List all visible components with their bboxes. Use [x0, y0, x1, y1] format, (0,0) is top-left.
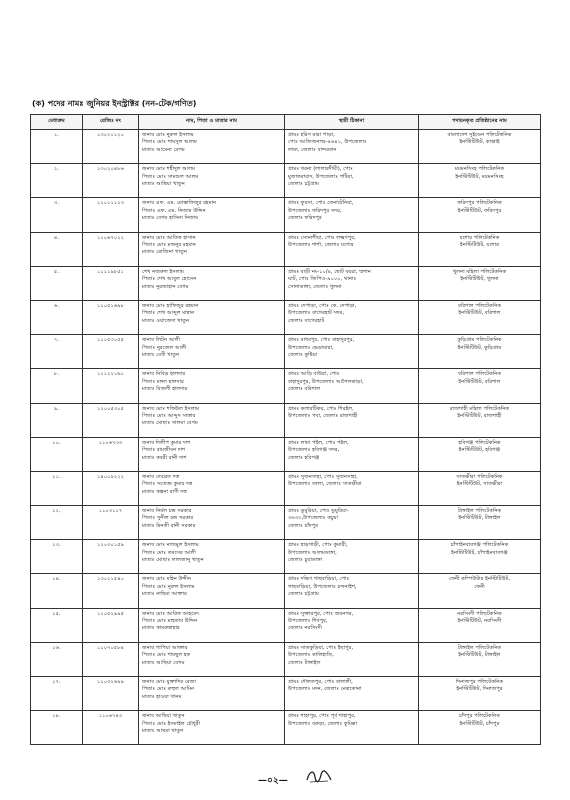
address-line: জেলাঃ নরসিংদী	[288, 625, 322, 632]
institute-line: হবিগঞ্জ পলিটেকনিক	[458, 439, 501, 446]
registration-line: ১১০৫৩০৫৫	[97, 337, 124, 344]
institute-line: যশোর পলিটেকনিক	[459, 234, 500, 241]
name-cell	[139, 130, 285, 164]
name-line: জনাব মোঃ মহিন উদ্দীন	[142, 576, 191, 583]
institute-cell	[419, 369, 541, 403]
address-line: জেলাঃ বরিশাল	[288, 386, 321, 393]
registration-cell	[83, 677, 139, 711]
institute-cell	[419, 164, 541, 198]
name-line: মাতাঃ নাছিমা আক্তার	[142, 591, 187, 598]
name-line: পিতাঃ মোঃ নুরুল ইসলাম	[142, 583, 195, 590]
merit-cell	[31, 198, 83, 232]
institute-cell	[419, 506, 541, 540]
name-line: জনাব আছিয়া খাতুন	[142, 713, 185, 720]
institute-line: ইনস্টিটিউট, রাজশাহী	[457, 412, 502, 419]
address-line: উপজেলাঃ শার্শা, জেলাঃ যশোর	[288, 241, 354, 248]
institute-line: টাঙ্গাইল পলিটেকনিক	[457, 508, 502, 515]
merit-line: ২.	[53, 166, 60, 173]
registration-cell	[83, 403, 139, 437]
address-line: উপজেলাঃ তালা, জেলাঃ সাতক্ষীরা	[288, 481, 362, 488]
address-line: উপজেলাঃ হবিগঞ্জ সদর,	[288, 447, 340, 454]
name-line: জনাব এফ. এম. মোস্তাফিজুর রহমান	[142, 200, 217, 207]
institute-cell	[419, 266, 541, 300]
address-line: গ্রামঃ আড়ি বাউরা, পোঃ	[288, 371, 340, 378]
address-line: উপজেলাঃ বরুড়া, জেলাঃ কুমিল্লা	[288, 720, 358, 727]
registration-cell	[83, 642, 139, 676]
merit-line: ১১.	[52, 473, 61, 480]
address-cell	[285, 437, 419, 471]
address-line: জেলাঃ চট্টগ্রাম	[288, 181, 319, 187]
name-line: পিতাঃ মোঃ শামসুল আলম	[142, 139, 197, 146]
table-row	[31, 198, 541, 232]
institute-cell	[419, 198, 541, 232]
name-line: মাতাঃ ওয়াজেদা খাতুন	[142, 317, 190, 324]
merit-line: ১৫.	[52, 610, 61, 617]
address-line: গ্রামঃ শাহাপুর, পোঃ পূর্ব শাহাপুর,	[288, 713, 356, 720]
table-row	[31, 164, 541, 198]
institute-cell	[419, 232, 541, 266]
merit-cell	[31, 130, 83, 164]
merit-line: ৫.	[53, 268, 59, 275]
registration-cell	[83, 198, 139, 232]
name-line: মাতাঃ হাওয়া খানম	[142, 693, 182, 700]
merit-cell	[31, 540, 83, 574]
name-line: মাতাঃ কবরী রানী দাশ	[142, 454, 187, 461]
name-line: জনাব পাপিয়া আক্তার	[142, 644, 188, 651]
address-cell	[285, 335, 419, 369]
institute-line: ইনস্টিটিউট, চাঁপাইনবাবগঞ্জ	[451, 549, 508, 556]
address-line: গ্রামঃ বাড়ী নং-১০/৪, ছোট বয়রা, শ্মশান	[288, 268, 371, 275]
merit-line: ১৮.	[52, 713, 61, 720]
registration-line: ১১১২২১৬১	[97, 371, 124, 378]
column-header-reg: রেজিঃ নং	[83, 115, 139, 130]
address-line: গ্রামঃ মাধবপুর, পোঃ বাহাদুরপুর,	[288, 337, 355, 344]
registration-line: ১৩০২১৫৪০	[97, 576, 124, 583]
name-line: পিতাঃ সত্যেন্দ্র কুমার দত্ত	[142, 481, 193, 488]
institute-cell	[419, 300, 541, 334]
institute-line: ফরিদপুর পলিটেকনিক	[457, 200, 502, 207]
name-line: মাতাঃ নুরজাহান বেগম	[142, 283, 189, 290]
address-line: পোঃ আজিজনগর-৪৬৪১, উপজেলাঃ	[288, 139, 367, 146]
address-line: গ্রামঃ সাতকুড়িয়া, পোঃ ইছাপুর,	[288, 644, 354, 651]
institute-cell	[419, 335, 541, 369]
address-line: জেলাঃ টাঙ্গাইল	[288, 659, 321, 666]
table-row	[31, 266, 541, 300]
table-row	[31, 677, 541, 711]
address-line: গ্রামঃ দেপাড়া, পোঃ কে. দেপাড়া,	[288, 302, 357, 309]
name-cell	[139, 266, 285, 300]
institute-line: ইনস্টিটিউট, দিনাজপুর	[456, 686, 503, 693]
registration-cell	[83, 335, 139, 369]
address-line: জেলাঃ কুষ্টিয়া	[288, 351, 318, 358]
merit-cell	[31, 471, 83, 505]
institute-line: ইনস্টিটিউট, যশোর	[460, 241, 499, 248]
name-cell	[139, 300, 285, 334]
address-line: উপজেলাঃ আলমডাঙ্গা,	[288, 549, 337, 556]
name-line: শেখ নজরুল ইসলাম	[142, 268, 184, 275]
merit-line: ১০.	[52, 439, 61, 446]
merit-cell	[31, 437, 83, 471]
merit-cell	[31, 369, 83, 403]
address-line: বাহাদুরপুর, উপজেলাঃ আগৈলঝাড়া,	[288, 378, 364, 385]
name-line: জনাব মোঃ আরিফ আহমেদ	[142, 610, 199, 617]
address-line: ৩৬৩৩,উপজেলাঃ কচুয়া	[288, 515, 339, 522]
table-row	[31, 711, 541, 745]
address-cell	[285, 642, 419, 676]
name-line: মাতাঃ মিনতী রানী সরকার	[142, 522, 196, 529]
registration-cell	[83, 369, 139, 403]
registration-line: ১৩০২০৪৮৬	[97, 166, 124, 173]
table-row	[31, 471, 541, 505]
address-cell	[285, 506, 419, 540]
institute-line: কুড়িগ্রাম পলিটেকনিক	[457, 337, 502, 344]
name-line: মাতাঃ আম্বিয়া খাতুন	[142, 181, 185, 187]
name-line: জনাব মোঃ নুরুল ইসলাম	[142, 132, 194, 138]
table-row	[31, 608, 541, 642]
institute-line: ইনস্টিটিউট, ফরিদপুর	[457, 207, 502, 214]
institute-line: ইনস্টিটিউট, টাঙ্গাইল	[458, 515, 501, 522]
table-row	[31, 642, 541, 676]
address-cell	[285, 266, 419, 300]
table-row	[31, 574, 541, 608]
institute-cell	[419, 403, 541, 437]
merit-line: ১২.	[52, 508, 61, 515]
merit-line: ৮.	[53, 371, 59, 378]
address-line: লামা, জেলাঃ বান্দরবান	[288, 146, 337, 153]
registration-line: ১৪০০৯২২২	[97, 473, 124, 480]
name-line: মাতাঃ মোছাঃ সালমা বেগম	[142, 420, 198, 427]
address-cell	[285, 130, 419, 164]
name-cell	[139, 232, 285, 266]
registration-line: ১১০১১১২৩	[97, 200, 124, 207]
merit-line: ১.	[53, 132, 59, 138]
name-cell	[139, 608, 285, 642]
registration-cell	[83, 506, 139, 540]
table-row	[31, 130, 541, 164]
registration-cell	[83, 437, 139, 471]
registration-line: ১২০৩০১৫৯	[97, 542, 124, 549]
name-line: মাতাঃ কল্পনা রাণী দত্ত	[142, 488, 187, 495]
name-line: পিতাঃ রামজীবন দাশ	[142, 447, 186, 454]
institute-line: ইনস্টিটিউট, বরিশাল	[458, 378, 501, 385]
registration-line: ১১০৬৭০২২	[97, 234, 124, 241]
name-line: পিতাঃ মোঃ মাহতাব উদ্দিন	[142, 618, 198, 625]
address-cell	[285, 574, 419, 608]
institute-line: ইনস্টিটিউট, চাঁদপুর	[459, 720, 500, 727]
address-line: গ্রামঃ সুজনসাহা, পোঃ সুজনসাহা,	[288, 473, 358, 480]
institute-line: ইনস্টিটিউট, টাঙ্গাইল	[458, 652, 501, 659]
name-line: জনাব লিটন আলী	[142, 337, 181, 344]
name-cell	[139, 471, 285, 505]
registration-cell	[83, 471, 139, 505]
registration-line: ১১০৬৭৪৩	[98, 713, 123, 720]
address-line: গ্রামঃ লামা পইল, পোঃ পইল,	[288, 439, 349, 446]
merit-line: ৬.	[53, 302, 60, 309]
address-line: গ্রামঃ খরনা (লালারদীঘী), পোঃ	[288, 166, 353, 173]
name-line: পিতাঃ মোঃ সামশুল আলম	[142, 173, 199, 180]
address-line: গ্রামঃ সোনাশীয়া, পোঃ লক্ষ্মণপুর,	[288, 234, 356, 241]
address-cell	[285, 540, 419, 574]
institute-line: ইনস্টিটিউট, নরসিংদী	[457, 618, 502, 625]
name-line: জনাব দেবব্রত দত্ত	[142, 473, 180, 480]
institute-line: ইনস্টিটিউট, কাপ্তাই	[459, 139, 500, 146]
institute-cell	[419, 574, 541, 608]
name-line: পিতাঃ মোঃ মজনুর রহমান	[142, 241, 196, 248]
name-line: মাতাঃ আমেনা বেগম	[142, 146, 185, 153]
name-cell	[139, 403, 285, 437]
name-line: পিতাঃ মঙ্গল হালদার	[142, 378, 184, 385]
merit-line: ৯.	[53, 405, 59, 412]
registration-line: ১১০৬৭৩৩	[98, 439, 123, 446]
institute-line: চাঁপাইনবাবগঞ্জ পলিটেকনিক	[450, 542, 509, 549]
institute-line: ইনস্টিটিউট, হবিগঞ্জ	[458, 447, 501, 454]
institute-line: বাংলাদেশ সুইডেন পলিটেকনিক	[447, 132, 512, 138]
institute-line: টাঙ্গাইল পলিটেকনিক	[457, 644, 502, 651]
address-line: গ্রামঃ সুক্তারপুর, পোঃ জয়নগর,	[288, 610, 354, 617]
name-line: মাতাঃ বেবী খাতুন	[142, 351, 180, 358]
institute-cell	[419, 711, 541, 745]
table-row	[31, 335, 541, 369]
address-line: গ্রামঃ দক্ষিণ গাছবাড়িয়া, পোঃ	[288, 576, 350, 583]
name-cell	[139, 164, 285, 198]
address-line: উপজেলাঃ কালিহাতি,	[288, 652, 334, 659]
address-line: জেলাঃ হবিগঞ্জ	[288, 454, 320, 461]
merit-line: ১৬.	[52, 644, 61, 651]
address-line: গাছবাড়িয়া, উপজেলাঃ চন্দনাইশ,	[288, 583, 357, 590]
name-line: জনাব মোঃ শফিউল ইসলাম	[142, 405, 199, 412]
registration-line: ১১১১৯৮৫১	[97, 268, 124, 275]
name-cell	[139, 506, 285, 540]
address-cell	[285, 608, 419, 642]
merit-cell	[31, 677, 83, 711]
name-cell	[139, 574, 285, 608]
institute-line: নরসিংদী পলিটেকনিক	[457, 610, 502, 617]
institute-cell	[419, 130, 541, 164]
address-cell	[285, 300, 419, 334]
institute-line: ইনস্টিটিউট, ময়মনসিংহ	[455, 173, 504, 180]
institute-line: চাঁদপুর পলিটেকনিক	[459, 713, 500, 720]
address-cell	[285, 164, 419, 198]
registration-cell	[83, 540, 139, 574]
name-line: পিতাঃ এফ. এম. নিজাম উদ্দিন	[142, 207, 206, 214]
name-line: মাতাঃ মোছাঃ লালজানু খাতুন	[142, 557, 204, 564]
institute-cell	[419, 608, 541, 642]
name-cell	[139, 642, 285, 676]
address-line: গ্রামঃ হরিণ মারা পাড়া,	[288, 132, 335, 138]
column-header-institute: পদায়নকৃত প্রতিষ্ঠানের নাম	[419, 115, 541, 130]
merit-line: ৩.	[53, 200, 60, 207]
institute-line: ময়মনসিংহ পলিটেকনিক	[454, 166, 505, 173]
name-line: জনাব নির্মল চন্দ্র সরকার	[142, 508, 192, 515]
institute-line: ইনস্টিটিউট, কুড়িগ্রাম	[457, 344, 502, 351]
registration-cell	[83, 164, 139, 198]
name-line: পিতাঃ শেখ আবুল হোসেন	[142, 276, 197, 283]
merit-cell	[31, 574, 83, 608]
address-cell	[285, 711, 419, 745]
merit-cell	[31, 403, 83, 437]
name-cell	[139, 198, 285, 232]
registration-line: ১২০০৫৩০৫	[97, 405, 124, 412]
address-line: গ্রামঃ ফুরসা, পোঃ তেনাটেনিয়া,	[288, 200, 354, 207]
name-line: জনাব দিলীপ কুমার দাশ	[142, 439, 191, 446]
address-cell	[285, 232, 419, 266]
merit-line: ৭.	[53, 337, 60, 344]
merit-cell	[31, 642, 83, 676]
name-line: মাতাঃ রোজিনা খাতুন	[142, 249, 187, 256]
merit-cell	[31, 608, 83, 642]
registration-line: ১১০৫১৬৯৮	[97, 302, 124, 309]
address-line: জেলাঃ চট্টগ্রাম	[288, 591, 319, 598]
name-line: পিতাঃ মোঃ রুহুল আমিন	[142, 686, 195, 693]
name-cell	[139, 335, 285, 369]
merit-line: ৪.	[53, 234, 59, 241]
table-row	[31, 369, 541, 403]
name-line: মাতাঃ আছমা খাতুন	[142, 728, 184, 734]
name-line: জনাব মোঃ মুক্তাদির রেজা	[142, 679, 196, 685]
name-line: পিতাঃ মোঃ শামছুল হক	[142, 652, 191, 659]
address-line: ঘাট, পোঃ জিপিও-৯০০০, থানাঃ	[288, 276, 357, 283]
registration-line: ১১০৫২৯৯৫	[97, 610, 124, 617]
institute-cell	[419, 677, 541, 711]
table-row	[31, 403, 541, 437]
name-line: পিতাঃ মোঃ তমসের আলী	[142, 549, 196, 556]
address-cell	[285, 471, 419, 505]
address-cell	[285, 198, 419, 232]
name-line: পিতাঃ নুরজেল আলী	[142, 344, 187, 351]
address-line: জেলাঃ বাগেরহাট	[288, 317, 325, 324]
name-line: জনাব নিবিড় হালদার	[142, 371, 186, 378]
institute-cell	[419, 437, 541, 471]
name-cell	[139, 711, 285, 745]
column-header-name: নাম, পিতা ও মাতার নাম	[139, 115, 285, 130]
registration-cell	[83, 130, 139, 164]
name-line: পিতাঃ সুনীল চন্দ্র সরকার	[142, 515, 194, 522]
registration-cell	[83, 574, 139, 608]
institute-line: রাজশাহী মহিলা পলিটেকনিক	[449, 405, 510, 412]
address-line: গ্রামঃ ডুমুরিয়া, পোঃ ডুমুরিয়া-	[288, 508, 349, 515]
registration-cell	[83, 300, 139, 334]
address-line: উপজেলাঃ মদন, জেলাঃ নেত্রকোনা	[288, 686, 362, 693]
merit-cell	[31, 711, 83, 745]
name-line: মাতাঃ আছিয়া বেগম	[142, 659, 185, 666]
institute-line: সাতক্ষীরা পলিটেকনিক	[456, 473, 503, 480]
name-line: জনাব মোঃ আতিক হাসান	[142, 234, 196, 241]
registration-cell	[83, 711, 139, 745]
institute-line: ইনস্টিটিউট, সাতক্ষীরা	[456, 481, 503, 488]
signature-mark	[304, 768, 334, 786]
table-row	[31, 506, 541, 540]
registration-cell	[83, 266, 139, 300]
name-line: জনাব মোঃ শহীদুল আলম	[142, 166, 195, 173]
address-line: উপজেলাঃ ফরিদপুর সদর,	[288, 207, 342, 214]
column-header-merit: মেধাক্রম	[31, 115, 83, 130]
name-line: জনাব মোঃ হাফিজুর রহমান	[142, 302, 199, 309]
name-line: জনাব মোঃ নাজমুল ইসলাম	[142, 542, 199, 549]
merit-cell	[31, 232, 83, 266]
page-number: —০২—	[258, 776, 288, 786]
address-cell	[285, 677, 419, 711]
name-cell	[139, 369, 285, 403]
merit-cell	[31, 506, 83, 540]
merit-cell	[31, 164, 83, 198]
table-header-row	[31, 115, 541, 130]
name-line: পিতাঃ মোঃ আব্দুস সাত্তার	[142, 412, 196, 419]
institute-line: ইনস্টিটিউট, খুলনা	[460, 276, 499, 283]
merit-cell	[31, 266, 83, 300]
registration-line: ১১০৩২৬৯৯	[97, 679, 124, 685]
institute-line: দিনাজপুর পলিটেকনিক	[455, 679, 504, 685]
page-heading: (ক) পদের নামঃ জুনিয়র ইনস্ট্রাক্টর (নন-টেক/গণিত)	[32, 99, 197, 108]
address-line: উপজেলাঃ ভেড়ামারা,	[288, 344, 334, 351]
name-line: মাতাঃ কামরুন্নাহার	[142, 625, 180, 632]
institute-line: বরিশাল পলিটেকনিক	[458, 371, 501, 378]
name-line: মাতাঃ বিজলী হালদার	[142, 386, 188, 393]
institute-line: খুলনা মহিলা পলিটেকনিক	[452, 268, 507, 275]
selection-table	[30, 114, 541, 745]
table-row	[31, 232, 541, 266]
column-header-address: স্থায়ী ঠিকানা	[285, 115, 419, 130]
merit-cell	[31, 335, 83, 369]
institute-line: ইনস্টিটিউট, বরিশাল	[458, 310, 501, 317]
table-row	[31, 540, 541, 574]
merit-cell	[31, 300, 83, 334]
address-cell	[285, 369, 419, 403]
registration-line: ১১০৭০৫৮৪	[97, 644, 124, 651]
registration-cell	[83, 232, 139, 266]
address-line: জেলাঃ ফরিদপুর	[288, 215, 322, 222]
table-row	[31, 300, 541, 334]
address-line: উপজেলাঃ পবা, জেলাঃ রাজশাহী	[288, 412, 358, 419]
name-cell	[139, 437, 285, 471]
address-line: জেলাঃ চুয়াডাঙ্গা	[288, 557, 323, 564]
address-cell	[285, 403, 419, 437]
institute-line: বরিশাল পলিটেকনিক	[458, 302, 501, 309]
registration-line: ১৩০২০১২০	[97, 132, 124, 138]
table-row	[31, 437, 541, 471]
merit-line: ১৩.	[52, 542, 61, 549]
address-line: মুজাফরাবাদ, উপজেলাঃ পটিয়া,	[288, 173, 354, 180]
registration-cell	[83, 608, 139, 642]
institute-line: ফেনী কম্পিউটার ইনস্টিটিউট,	[449, 576, 510, 583]
institute-cell	[419, 540, 541, 574]
institute-cell	[419, 471, 541, 505]
address-line: গ্রামঃ দৌলতপুর, পোঃ বালালী,	[288, 679, 353, 685]
address-line: উপজেলাঃ বাগেরহাট সদর,	[288, 310, 345, 317]
address-line: উপজেলাঃ শিবপুর,	[288, 618, 328, 625]
name-line: পিতাঃ মোঃ ইসমাইল চৌধুরী	[142, 720, 201, 727]
merit-line: ১৪.	[52, 576, 61, 583]
merit-line: ১৭.	[52, 679, 61, 685]
address-line: গ্রামঃ কলারটিকর, পোঃ শিরইল,	[288, 405, 354, 412]
name-line: পিতাঃ শেখ আব্দুল মান্নান	[142, 310, 195, 317]
name-line: মাতাঃ বেগম হাসিনা নিজাম	[142, 215, 199, 222]
institute-line: ফেনী	[474, 583, 485, 590]
address-line: গ্রামঃ হাড়গাড়ী, পোঃ কুমারী,	[288, 542, 348, 549]
registration-line: ১১০৩১১৭	[98, 508, 123, 515]
name-cell	[139, 677, 285, 711]
address-line: সোনাডাঙ্গা, জেলাঃ খুলনা	[288, 283, 342, 290]
address-line: জেলাঃ চাঁদপুর	[288, 522, 318, 529]
name-cell	[139, 540, 285, 574]
institute-cell	[419, 642, 541, 676]
